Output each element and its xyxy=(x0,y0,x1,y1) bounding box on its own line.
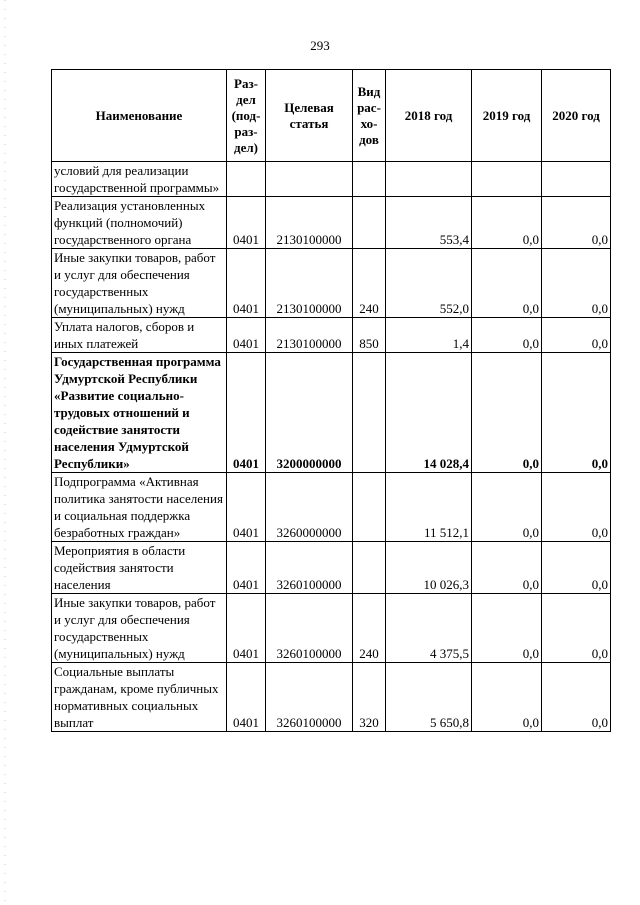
cell-2018: 14 028,4 xyxy=(386,353,472,473)
cell-name: Уплата налогов, сборов и иных платежей xyxy=(52,318,227,353)
cell-article: 3260000000 xyxy=(266,473,353,542)
cell-2018: 4 375,5 xyxy=(386,594,472,663)
cell-2018: 11 512,1 xyxy=(386,473,472,542)
cell-2018: 5 650,8 xyxy=(386,663,472,732)
table-row xyxy=(52,473,611,542)
cell-expense-type xyxy=(353,473,386,542)
cell-2020: 0,0 xyxy=(542,249,611,318)
table-row xyxy=(52,318,611,353)
page-number: 293 xyxy=(310,38,330,53)
table-row xyxy=(52,162,611,197)
cell-section: 0401 xyxy=(227,473,266,542)
cell-section: 0401 xyxy=(227,594,266,663)
cell-article: 3200000000 xyxy=(266,353,353,473)
cell-article: 3260100000 xyxy=(266,594,353,663)
cell-2018: 552,0 xyxy=(386,249,472,318)
header-section: Раз- дел (под- раз- дел) xyxy=(227,70,266,162)
cell-article: 3260100000 xyxy=(266,663,353,732)
cell-section: 0401 xyxy=(227,197,266,249)
cell-2019: 0,0 xyxy=(472,473,542,542)
cell-2019: 0,0 xyxy=(472,249,542,318)
cell-2018: 1,4 xyxy=(386,318,472,353)
cell-name: условий для реализации государственной программы» xyxy=(52,162,227,197)
cell-name: Государственная программа Удмуртской Республики «Развитие социально-трудовых отношений и содействие занятости населения Удмуртской Республики» xyxy=(52,353,227,473)
cell-expense-type: 240 xyxy=(353,249,386,318)
header-year-2019: 2019 год xyxy=(472,70,542,162)
table-row xyxy=(52,663,611,732)
cell-expense-type xyxy=(353,197,386,249)
table-row xyxy=(52,249,611,318)
cell-2019: 0,0 xyxy=(472,594,542,663)
cell-2019: 0,0 xyxy=(472,318,542,353)
cell-2018 xyxy=(386,162,472,197)
cell-2020: 0,0 xyxy=(542,318,611,353)
cell-2020 xyxy=(542,162,611,197)
table-row xyxy=(52,197,611,249)
cell-2018: 10 026,3 xyxy=(386,542,472,594)
cell-2020: 0,0 xyxy=(542,473,611,542)
cell-article: 3260100000 xyxy=(266,542,353,594)
cell-article: 2130100000 xyxy=(266,318,353,353)
cell-expense-type xyxy=(353,542,386,594)
cell-name: Реализация установленных функций (полномочий) государственного органа xyxy=(52,197,227,249)
cell-expense-type xyxy=(353,162,386,197)
cell-2020: 0,0 xyxy=(542,594,611,663)
cell-2020: 0,0 xyxy=(542,197,611,249)
cell-2019: 0,0 xyxy=(472,542,542,594)
table-row xyxy=(52,594,611,663)
table-row xyxy=(52,353,611,473)
cell-expense-type: 240 xyxy=(353,594,386,663)
cell-article: 2130100000 xyxy=(266,197,353,249)
cell-expense-type xyxy=(353,353,386,473)
cell-section xyxy=(227,162,266,197)
header-year-2020: 2020 год xyxy=(542,70,611,162)
budget-table xyxy=(51,69,611,732)
cell-name: Подпрограмма «Активная политика занятости населения и социальная поддержка безработных граждан» xyxy=(52,473,227,542)
cell-2020: 0,0 xyxy=(542,663,611,732)
cell-expense-type: 320 xyxy=(353,663,386,732)
cell-2020: 0,0 xyxy=(542,353,611,473)
cell-2019: 0,0 xyxy=(472,663,542,732)
header-expense-type: Вид рас- хо- дов xyxy=(353,70,386,162)
cell-name: Иные закупки товаров, работ и услуг для обеспечения государственных (муниципальных) нужд xyxy=(52,249,227,318)
cell-2019: 0,0 xyxy=(472,197,542,249)
cell-2020: 0,0 xyxy=(542,542,611,594)
cell-article xyxy=(266,162,353,197)
header-article: Целевая статья xyxy=(266,70,353,162)
cell-section: 0401 xyxy=(227,542,266,594)
cell-name: Иные закупки товаров, работ и услуг для обеспечения государственных (муниципальных) нужд xyxy=(52,594,227,663)
cell-name: Мероприятия в области содействия занятости населения xyxy=(52,542,227,594)
scan-edge-marks xyxy=(4,0,6,905)
cell-section: 0401 xyxy=(227,249,266,318)
header-year-2018: 2018 год xyxy=(386,70,472,162)
cell-2019 xyxy=(472,162,542,197)
cell-section: 0401 xyxy=(227,353,266,473)
cell-name: Социальные выплаты гражданам, кроме публичных нормативных социальных выплат xyxy=(52,663,227,732)
cell-2019: 0,0 xyxy=(472,353,542,473)
cell-article: 2130100000 xyxy=(266,249,353,318)
table-body xyxy=(52,162,611,732)
cell-section: 0401 xyxy=(227,663,266,732)
cell-section: 0401 xyxy=(227,318,266,353)
table-row xyxy=(52,542,611,594)
header-name: Наименование xyxy=(52,70,227,162)
cell-2018: 553,4 xyxy=(386,197,472,249)
table-header-row xyxy=(52,70,611,162)
cell-expense-type: 850 xyxy=(353,318,386,353)
